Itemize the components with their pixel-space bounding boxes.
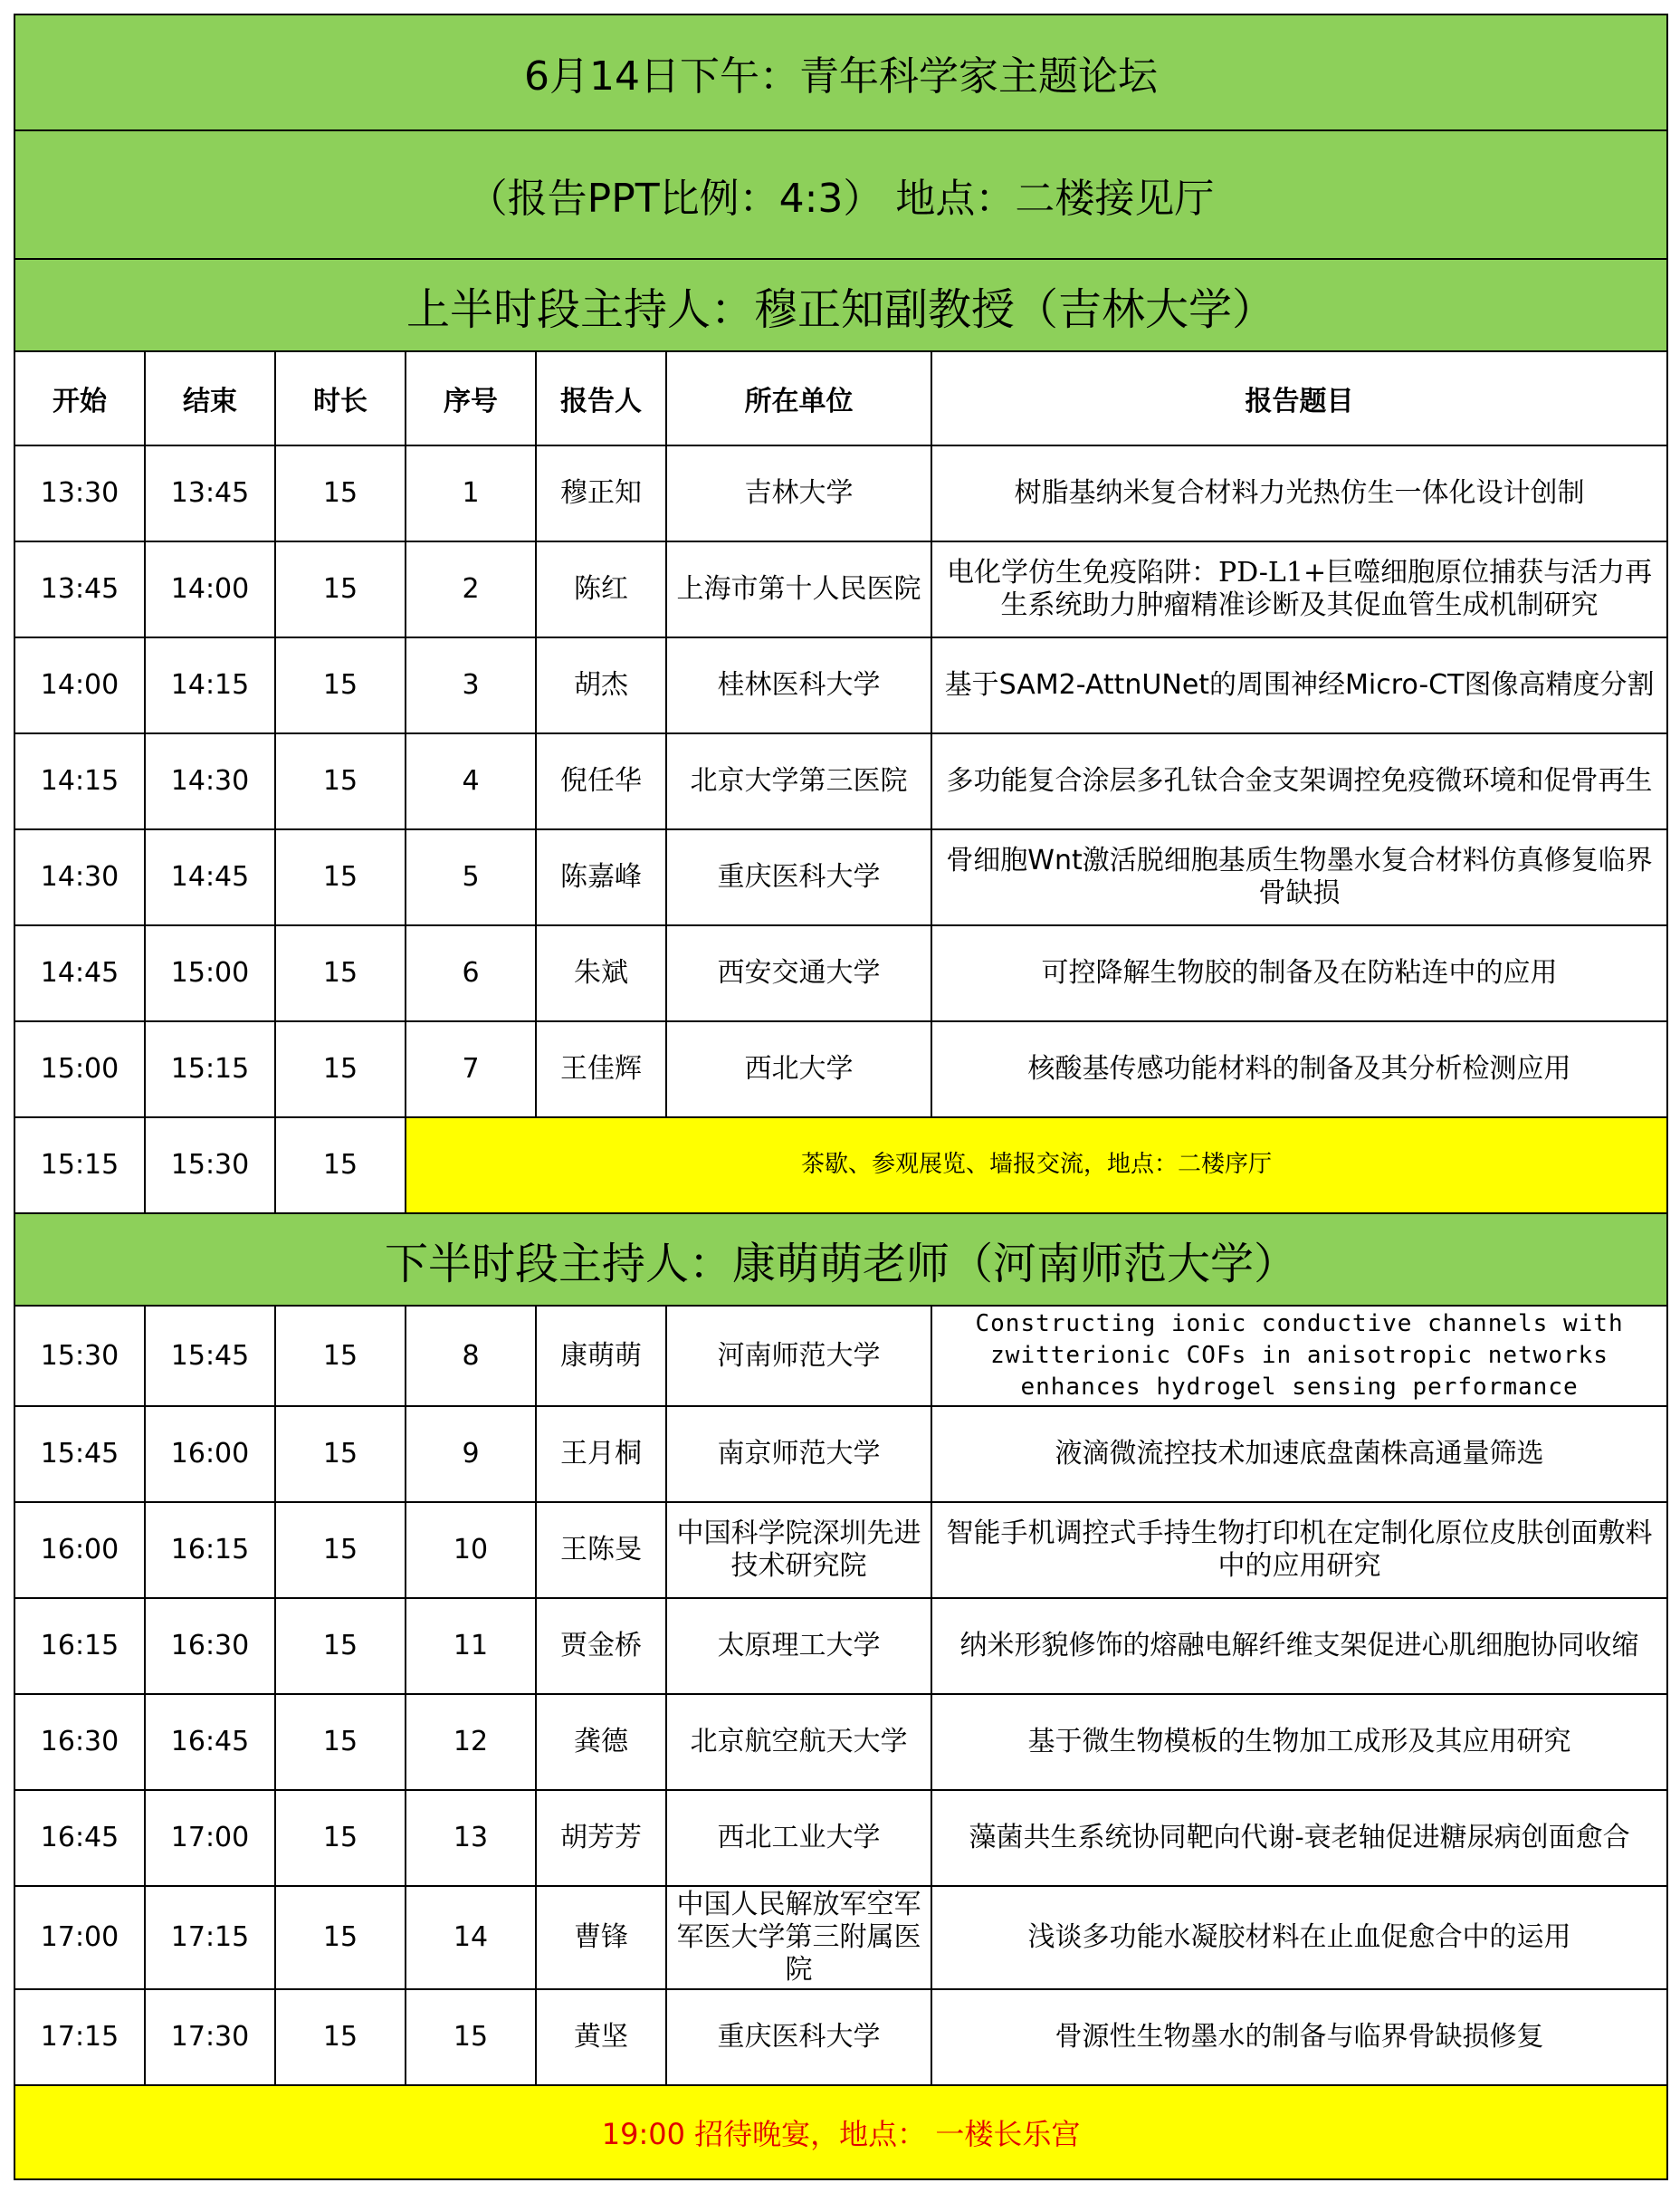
cell-report-title: 核酸基传感功能材料的制备及其分析检测应用 <box>931 1021 1667 1117</box>
col-organization: 所在单位 <box>666 351 931 445</box>
table-row <box>14 1406 1667 1502</box>
table-row <box>14 1790 1667 1886</box>
cell-duration: 15 <box>275 1989 406 2085</box>
cell-organization: 西安交通大学 <box>666 925 931 1021</box>
cell-speaker: 龚德 <box>536 1694 666 1790</box>
cell-report-title: Constructing ionic conductive channels with zwitterionic COFs in anisotropic networks enhances hydrogel sensing performance <box>931 1306 1667 1406</box>
cell-number: 4 <box>406 733 536 829</box>
cell-report-title: 藻菌共生系统协同靶向代谢-衰老轴促进糖尿病创面愈合 <box>931 1790 1667 1886</box>
cell-speaker: 黄坚 <box>536 1989 666 2085</box>
cell-start: 16:30 <box>14 1694 145 1790</box>
cell-speaker: 康萌萌 <box>536 1306 666 1406</box>
table-row <box>14 1886 1667 1989</box>
cell-speaker: 曹锋 <box>536 1886 666 1989</box>
cell-organization: 南京师范大学 <box>666 1406 931 1502</box>
cell-number: 3 <box>406 637 536 733</box>
column-header-row <box>14 351 1667 445</box>
cell-number: 11 <box>406 1598 536 1694</box>
cell-report-title: 骨源性生物墨水的制备与临界骨缺损修复 <box>931 1989 1667 2085</box>
cell-speaker: 胡杰 <box>536 637 666 733</box>
cell-end: 16:15 <box>145 1502 275 1598</box>
cell-end: 14:45 <box>145 829 275 925</box>
cell-start: 14:00 <box>14 637 145 733</box>
cell-start: 14:30 <box>14 829 145 925</box>
cell-number: 12 <box>406 1694 536 1790</box>
cell-end: 15:30 <box>145 1117 275 1213</box>
cell-number: 2 <box>406 541 536 637</box>
table-row <box>14 541 1667 637</box>
location-banner: （报告PPT比例：4:3） 地点：二楼接见厅 <box>14 130 1667 259</box>
col-speaker: 报告人 <box>536 351 666 445</box>
cell-end: 17:00 <box>145 1790 275 1886</box>
cell-organization: 北京大学第三医院 <box>666 733 931 829</box>
cell-duration: 15 <box>275 1598 406 1694</box>
cell-duration: 15 <box>275 1790 406 1886</box>
cell-report-title: 多功能复合涂层多孔钛合金支架调控免疫微环境和促骨再生 <box>931 733 1667 829</box>
cell-number: 7 <box>406 1021 536 1117</box>
table-row <box>14 637 1667 733</box>
col-duration: 时长 <box>275 351 406 445</box>
cell-organization: 西北大学 <box>666 1021 931 1117</box>
page-title: 6月14日下午：青年科学家主题论坛 <box>14 14 1667 130</box>
break-activity: 茶歇、参观展览、墙报交流，地点：二楼序厅 <box>406 1117 1667 1213</box>
cell-duration: 15 <box>275 637 406 733</box>
table-row <box>14 1989 1667 2085</box>
cell-duration: 15 <box>275 1406 406 1502</box>
cell-end: 17:15 <box>145 1886 275 1989</box>
table-row <box>14 1598 1667 1694</box>
cell-speaker: 王月桐 <box>536 1406 666 1502</box>
cell-report-title: 可控降解生物胶的制备及在防粘连中的应用 <box>931 925 1667 1021</box>
cell-speaker: 陈嘉峰 <box>536 829 666 925</box>
table-row <box>14 1694 1667 1790</box>
cell-end: 16:00 <box>145 1406 275 1502</box>
cell-organization: 河南师范大学 <box>666 1306 931 1406</box>
cell-organization: 吉林大学 <box>666 445 931 541</box>
cell-start: 17:00 <box>14 1886 145 1989</box>
cell-number: 14 <box>406 1886 536 1989</box>
cell-duration: 15 <box>275 445 406 541</box>
cell-speaker: 王陈旻 <box>536 1502 666 1598</box>
cell-end: 14:00 <box>145 541 275 637</box>
cell-organization: 中国科学院深圳先进技术研究院 <box>666 1502 931 1598</box>
cell-end: 14:15 <box>145 637 275 733</box>
cell-start: 13:45 <box>14 541 145 637</box>
cell-end: 14:30 <box>145 733 275 829</box>
cell-start: 15:15 <box>14 1117 145 1213</box>
cell-number: 6 <box>406 925 536 1021</box>
cell-start: 16:15 <box>14 1598 145 1694</box>
cell-duration: 15 <box>275 733 406 829</box>
cell-organization: 太原理工大学 <box>666 1598 931 1694</box>
dinner-footer: 19:00 招待晚宴，地点： 一楼长乐宫 <box>14 2085 1667 2179</box>
cell-organization: 中国人民解放军空军军医大学第三附属医院 <box>666 1886 931 1989</box>
cell-speaker: 胡芳芳 <box>536 1790 666 1886</box>
col-end: 结束 <box>145 351 275 445</box>
cell-end: 15:45 <box>145 1306 275 1406</box>
cell-end: 16:30 <box>145 1598 275 1694</box>
table-row <box>14 1306 1667 1406</box>
cell-start: 16:45 <box>14 1790 145 1886</box>
cell-report-title: 电化学仿生免疫陷阱：PD-L1+巨噬细胞原位捕获与活力再生系统助力肿瘤精准诊断及其促血管生成机制研究 <box>931 541 1667 637</box>
cell-speaker: 朱斌 <box>536 925 666 1021</box>
cell-number: 13 <box>406 1790 536 1886</box>
host-first-half: 上半时段主持人：穆正知副教授（吉林大学） <box>14 259 1667 351</box>
cell-report-title: 液滴微流控技术加速底盘菌株高通量筛选 <box>931 1406 1667 1502</box>
cell-number: 10 <box>406 1502 536 1598</box>
cell-end: 13:45 <box>145 445 275 541</box>
cell-start: 14:15 <box>14 733 145 829</box>
table-row <box>14 1021 1667 1117</box>
cell-organization: 北京航空航天大学 <box>666 1694 931 1790</box>
cell-speaker: 陈红 <box>536 541 666 637</box>
table-row <box>14 733 1667 829</box>
cell-organization: 桂林医科大学 <box>666 637 931 733</box>
cell-duration: 15 <box>275 1694 406 1790</box>
schedule-table <box>14 14 1668 2180</box>
cell-end: 15:00 <box>145 925 275 1021</box>
cell-end: 17:30 <box>145 1989 275 2085</box>
cell-start: 17:15 <box>14 1989 145 2085</box>
cell-report-title: 树脂基纳米复合材料力光热仿生一体化设计创制 <box>931 445 1667 541</box>
table-row <box>14 829 1667 925</box>
cell-speaker: 王佳辉 <box>536 1021 666 1117</box>
table-row <box>14 445 1667 541</box>
table-row <box>14 925 1667 1021</box>
cell-duration: 15 <box>275 541 406 637</box>
cell-organization: 重庆医科大学 <box>666 1989 931 2085</box>
cell-end: 16:45 <box>145 1694 275 1790</box>
cell-duration: 15 <box>275 925 406 1021</box>
cell-number: 1 <box>406 445 536 541</box>
cell-start: 14:45 <box>14 925 145 1021</box>
col-start: 开始 <box>14 351 145 445</box>
cell-start: 16:00 <box>14 1502 145 1598</box>
cell-number: 9 <box>406 1406 536 1502</box>
cell-duration: 15 <box>275 1117 406 1213</box>
cell-duration: 15 <box>275 829 406 925</box>
cell-report-title: 纳米形貌修饰的熔融电解纤维支架促进心肌细胞协同收缩 <box>931 1598 1667 1694</box>
cell-number: 5 <box>406 829 536 925</box>
cell-start: 15:30 <box>14 1306 145 1406</box>
cell-start: 15:45 <box>14 1406 145 1502</box>
cell-number: 15 <box>406 1989 536 2085</box>
cell-organization: 上海市第十人民医院 <box>666 541 931 637</box>
cell-duration: 15 <box>275 1306 406 1406</box>
cell-duration: 15 <box>275 1502 406 1598</box>
col-report-title: 报告题目 <box>931 351 1667 445</box>
cell-organization: 重庆医科大学 <box>666 829 931 925</box>
cell-duration: 15 <box>275 1886 406 1989</box>
host-second-half: 下半时段主持人：康萌萌老师（河南师范大学） <box>14 1213 1667 1306</box>
cell-organization: 西北工业大学 <box>666 1790 931 1886</box>
cell-report-title: 骨细胞Wnt激活脱细胞基质生物墨水复合材料仿真修复临界骨缺损 <box>931 829 1667 925</box>
table-row <box>14 1502 1667 1598</box>
cell-number: 8 <box>406 1306 536 1406</box>
cell-report-title: 基于SAM2-AttnUNet的周围神经Micro-CT图像高精度分割 <box>931 637 1667 733</box>
cell-speaker: 倪任华 <box>536 733 666 829</box>
cell-start: 15:00 <box>14 1021 145 1117</box>
cell-speaker: 贾金桥 <box>536 1598 666 1694</box>
cell-duration: 15 <box>275 1021 406 1117</box>
cell-report-title: 智能手机调控式手持生物打印机在定制化原位皮肤创面敷料中的应用研究 <box>931 1502 1667 1598</box>
cell-end: 15:15 <box>145 1021 275 1117</box>
cell-speaker: 穆正知 <box>536 445 666 541</box>
cell-report-title: 浅谈多功能水凝胶材料在止血促愈合中的运用 <box>931 1886 1667 1989</box>
col-number: 序号 <box>406 351 536 445</box>
cell-report-title: 基于微生物模板的生物加工成形及其应用研究 <box>931 1694 1667 1790</box>
break-row <box>14 1117 1667 1213</box>
cell-start: 13:30 <box>14 445 145 541</box>
